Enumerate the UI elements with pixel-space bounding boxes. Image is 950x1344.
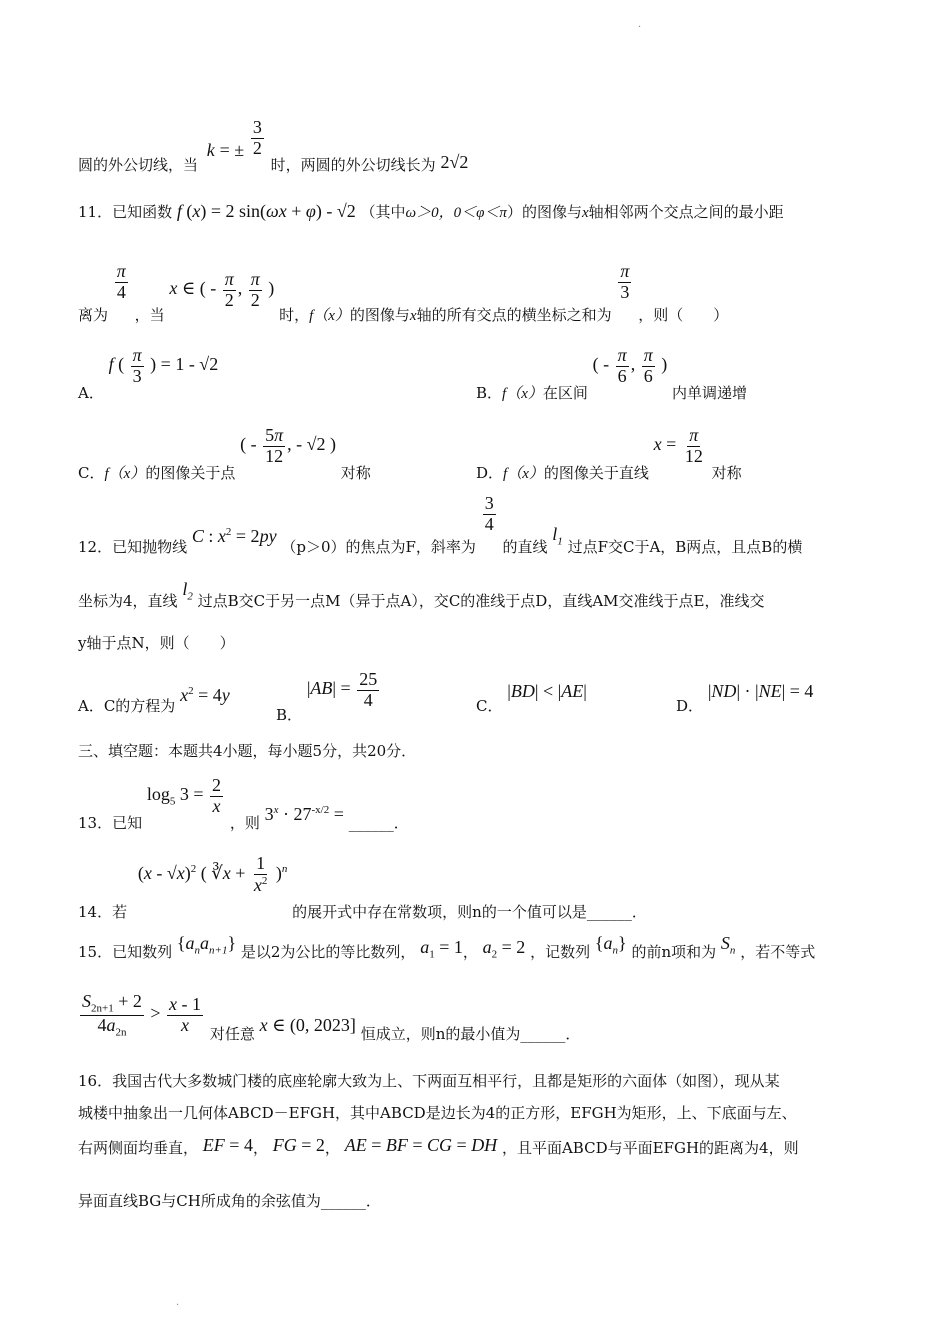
q12-option-b: B． |AB| = $\frac{25}{4}$ [276,669,378,725]
q12-option-c: C． |BD| < |AE| [476,681,587,715]
q15-line-1: 15．已知数列 $\{a_na_{n+1}\}$ 是以2为公比的等比数列， $a_1 = 1$， $a_2 = 2$ ，记数列 $\{a_n\}$ 的前n项和为 $S_n$ ，若不等式 [78,933,816,961]
q16-line-4: 异面直线BG与CH所成角的余弦值为______． [78,1192,381,1210]
q11-option-a: A． f ( $\frac{\pi}{3}$ ) = 1 - √2 [78,345,219,403]
q11-line-1: 11．已知函数 f (x) = 2 sin(ωx + φ) - √2 （其中ω＞0，0＜φ＜π）的图像与x轴相邻两个交点之间的最小距 [78,201,784,221]
q16-line-2: 城楼中抽象出一几何体ABCD－EFGH，其中ABCD是边长为4的正方形，EFGH为矩形，上、下底面与左、 [78,1104,797,1122]
decorative-dot: · [638,22,642,33]
q16-line-1: 16．我国古代大多数城门楼的底座轮廓大致为上、下两面互相平行，且都是矩形的六面体（如图），现从某 [78,1072,780,1090]
q11-option-c: C．f（x）的图像关于点 ( - $\frac{5\pi}{12}$ , - √2 ) 对称 [78,425,371,483]
q12-options: A．C的方程为 $x^2 = 4y$ [78,685,230,715]
q15-line-2: $\frac{S_{2n+1} + 2}{4a_{2n}}$ > $\frac{x - 1}{x}$ 对任意 x ∈ (0, 2023] 恒成立，则n的最小值为______． [82,991,581,1044]
q12-line-3: y轴于点N，则（ ） [78,634,235,652]
q12-option-d: D． |ND| · |NE| = 4 [676,681,814,715]
q11-line-2: 离为 $\frac{\pi}{4}$ ，当 x ∈ ( - $\frac{\pi}{2}$ , $\frac{\pi}{2}$ ) 时，f（x）的图像与x轴的所有交点的横坐标之和为 $\frac{\pi}{3}$ ，则（ ） [78,261,729,325]
line-1: 圆的外公切线，当 k = ± $\frac{3}{2}$ 时，两圆的外公切线长为 2√2 [78,117,469,175]
section-3-heading: 三、填空题：本题共4小题，每小题5分，共20分． [78,742,417,760]
q12-line-1: 12．已知抛物线 C : $x^2 = 2py$ （p＞0）的焦点为F，斜率为 $\frac{3}{4}$ 的直线 $l_1$ 过点F交C于A，B两点，且点B的横 [78,493,803,557]
q13: 13．已知 $\log_5 3$ = $\frac{2}{x}$ ，则 $3^x \cdot 27^{-x/2}$ = ______． [78,775,409,833]
decorative-dot: · [176,1300,180,1311]
q12-line-2: 坐标为4，直线 $l_2$ 过点B交C于另一点M（异于点A），交C的准线于点D，直线AM交准线于点E，准线交 [78,579,765,610]
q11-option-d: D．f（x）的图像关于直线 x = $\frac{\pi}{12}$ 对称 [476,425,742,483]
q14: 14．若 (x - √x)$^2$ ( ∛x + $\frac{1}{x^2}$ )$^n$ 的展开式中存在常数项，则n的一个值可以是______． [78,853,647,921]
q16-line-3: 右两侧面均垂直， EF = 4， FG = 2， AE = BF = CG = DH ，且平面ABCD与平面EFGH的距离为4，则 [78,1135,799,1157]
q11-option-b: B．f（x）在区间 ( - $\frac{\pi}{6}$ , $\frac{\pi}{6}$ ) 内单调递增 [476,345,748,403]
